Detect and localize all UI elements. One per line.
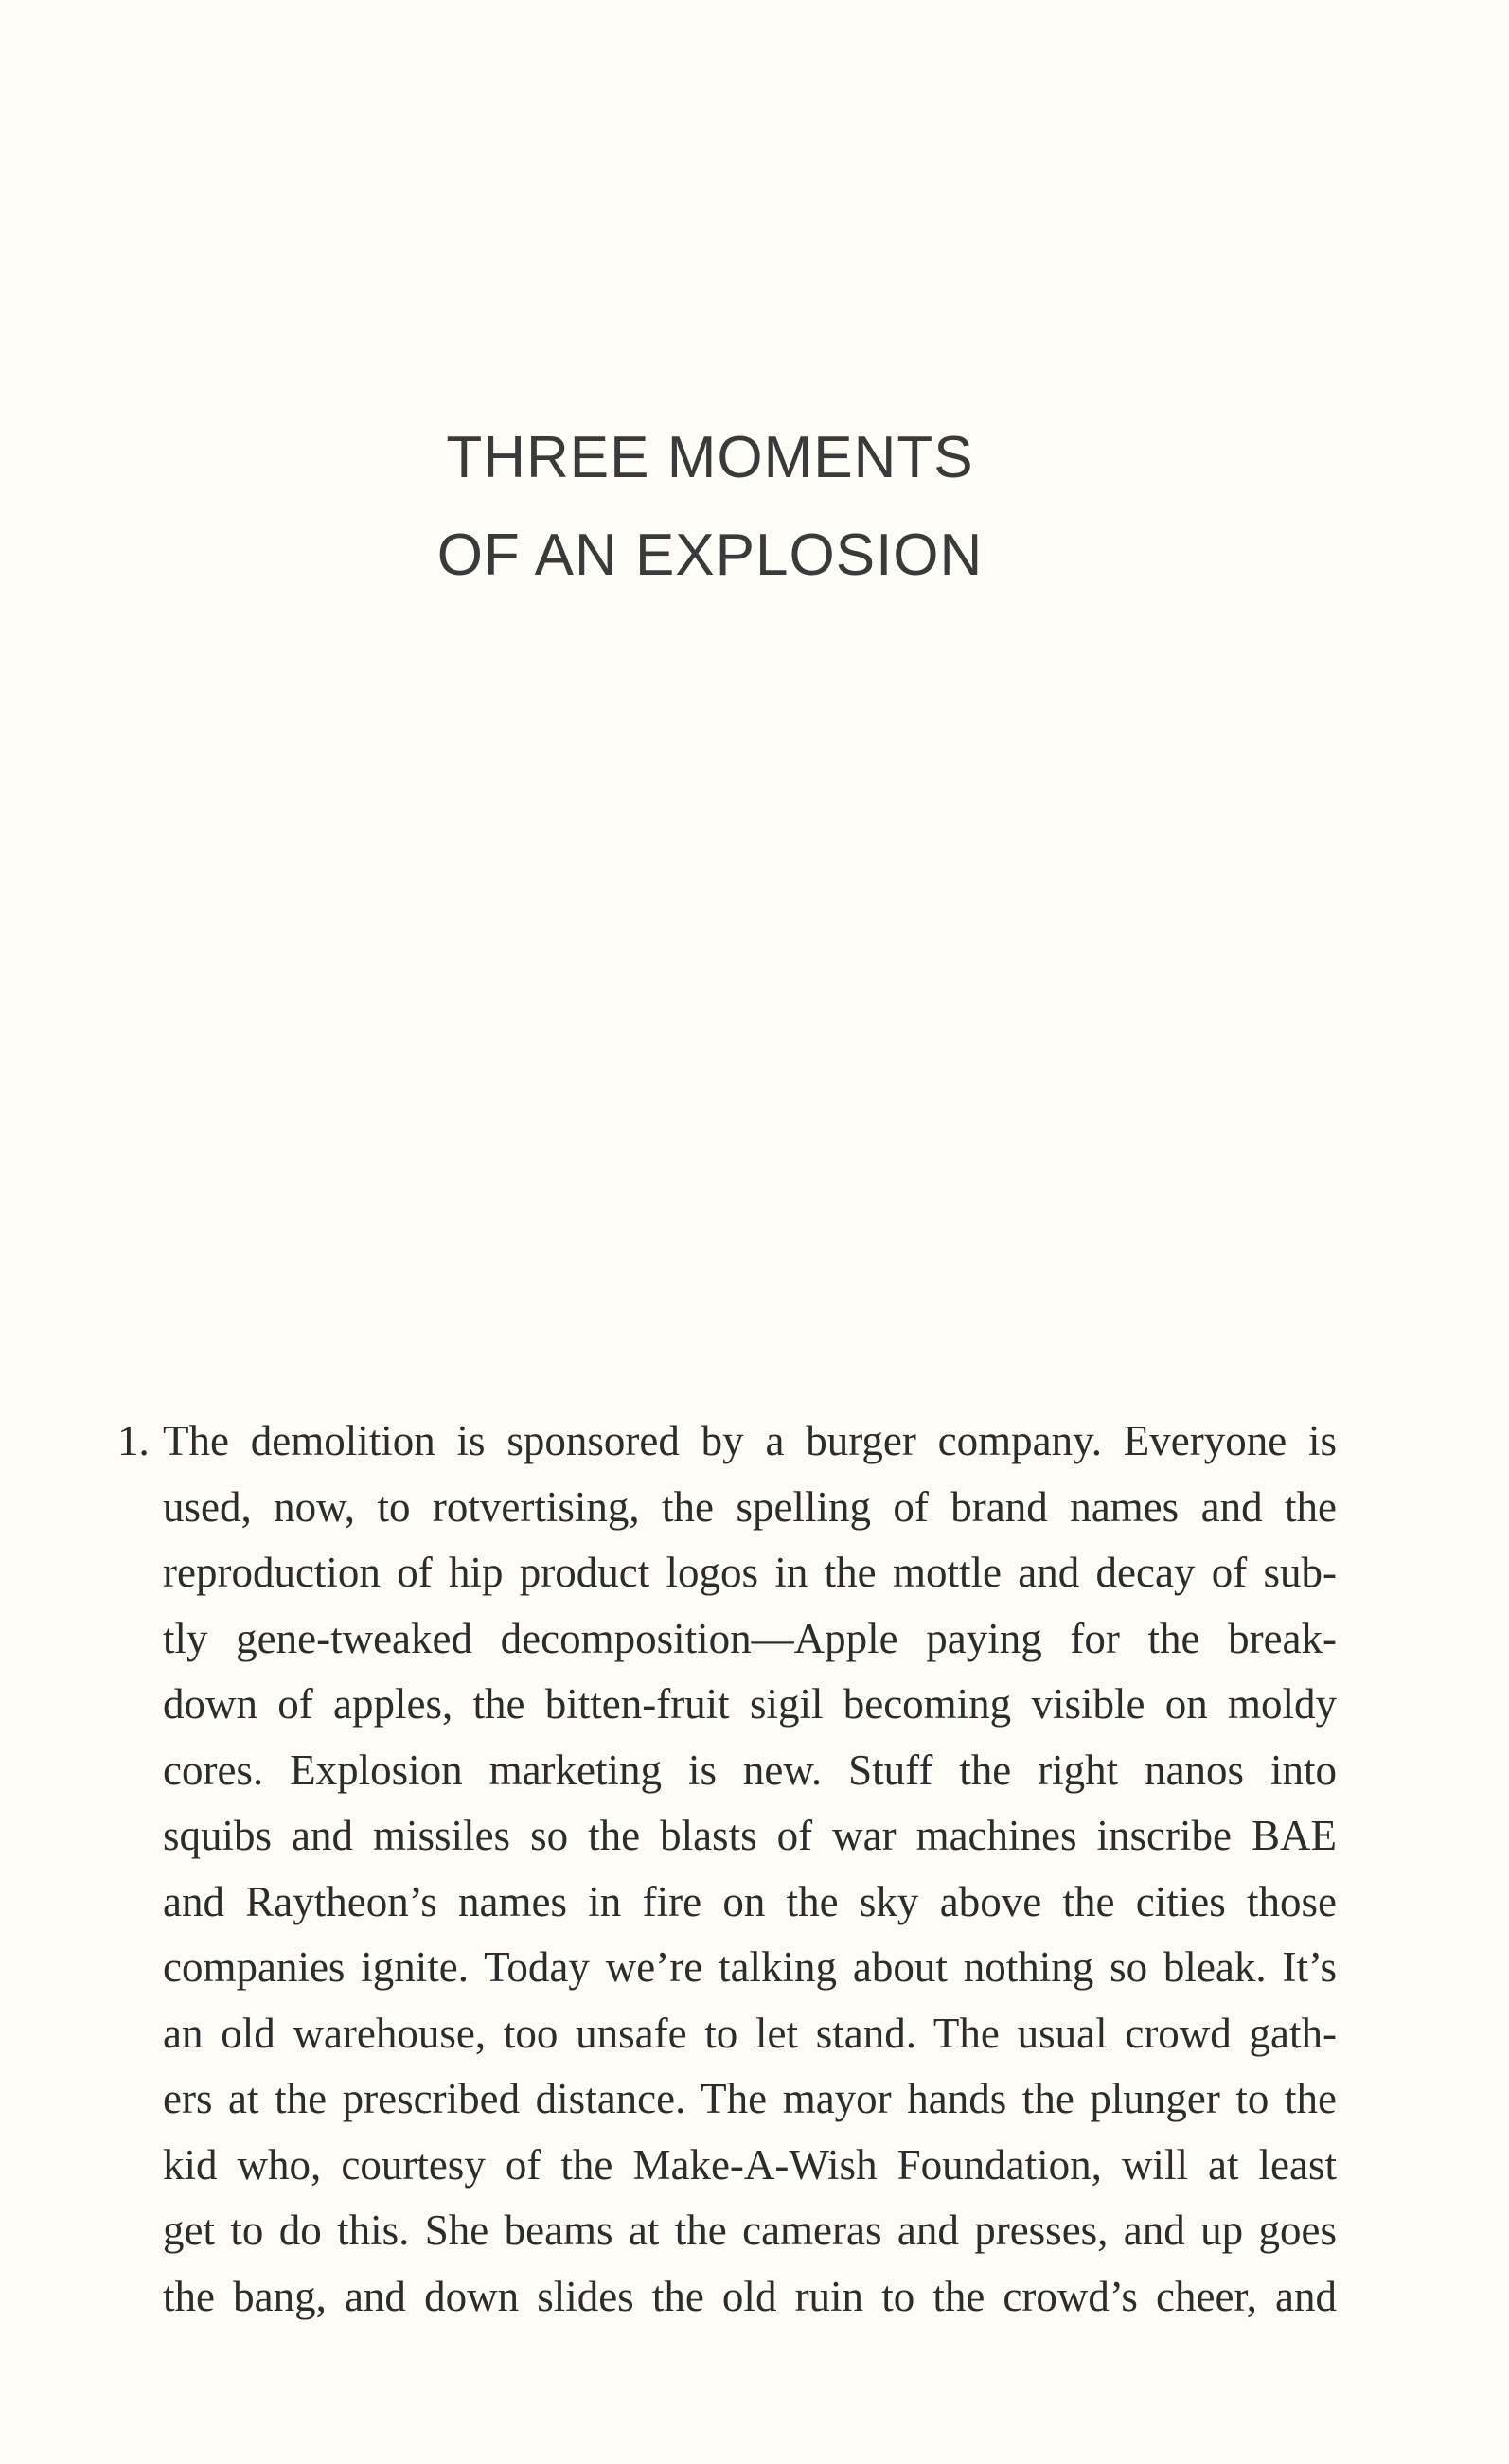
body-line: reproduction of hip product logos in the mottle and decay of sub- xyxy=(163,1549,1337,1596)
body-line: cores. Explosion marketing is new. Stuff the right nanos into xyxy=(163,1746,1337,1794)
body-line: kid who, courtesy of the Make-A-Wish Foundation, will at least xyxy=(163,2140,1337,2189)
body-paragraph xyxy=(117,1409,1337,2330)
body-line xyxy=(117,1409,1337,1475)
body-line: used, now, to rotvertising, the spelling of brand names and the xyxy=(163,1482,1337,1531)
chapter-title-line-1: THREE MOMENTS xyxy=(446,425,974,490)
body-line: companies ignite. Today we’re talking about nothing so bleak. It’s xyxy=(163,1943,1337,1991)
body-line: squibs and missiles so the blasts of war machines inscribe BAE xyxy=(163,1812,1337,1859)
body-line: ers at the prescribed distance. The mayor hands the plunger to the xyxy=(163,2075,1337,2122)
chapter-title-line-2: OF AN EXPLOSION xyxy=(436,523,984,588)
body-line: the bang, and down slides the old ruin to the crowd’s cheer, and xyxy=(163,2272,1337,2320)
body-line: and Raytheon’s names in fire on the sky above the cities those xyxy=(163,1877,1337,1925)
body-line: an old warehouse, too unsafe to let stand. The usual crowd gath- xyxy=(163,2009,1337,2057)
body-line: down of apples, the bitten-fruit sigil becoming visible on moldy xyxy=(163,1680,1337,1728)
section-number: 1. xyxy=(117,1417,150,1464)
body-line: get to do this. She beams at the cameras and presses, and up goes xyxy=(163,2207,1337,2254)
chapter-title xyxy=(0,409,1420,604)
body-line-text: The demolition is sponsored by a burger company. Everyone is xyxy=(163,1417,1337,1464)
body-line: tly gene-tweaked decomposition—Apple paying for the break- xyxy=(163,1614,1337,1662)
